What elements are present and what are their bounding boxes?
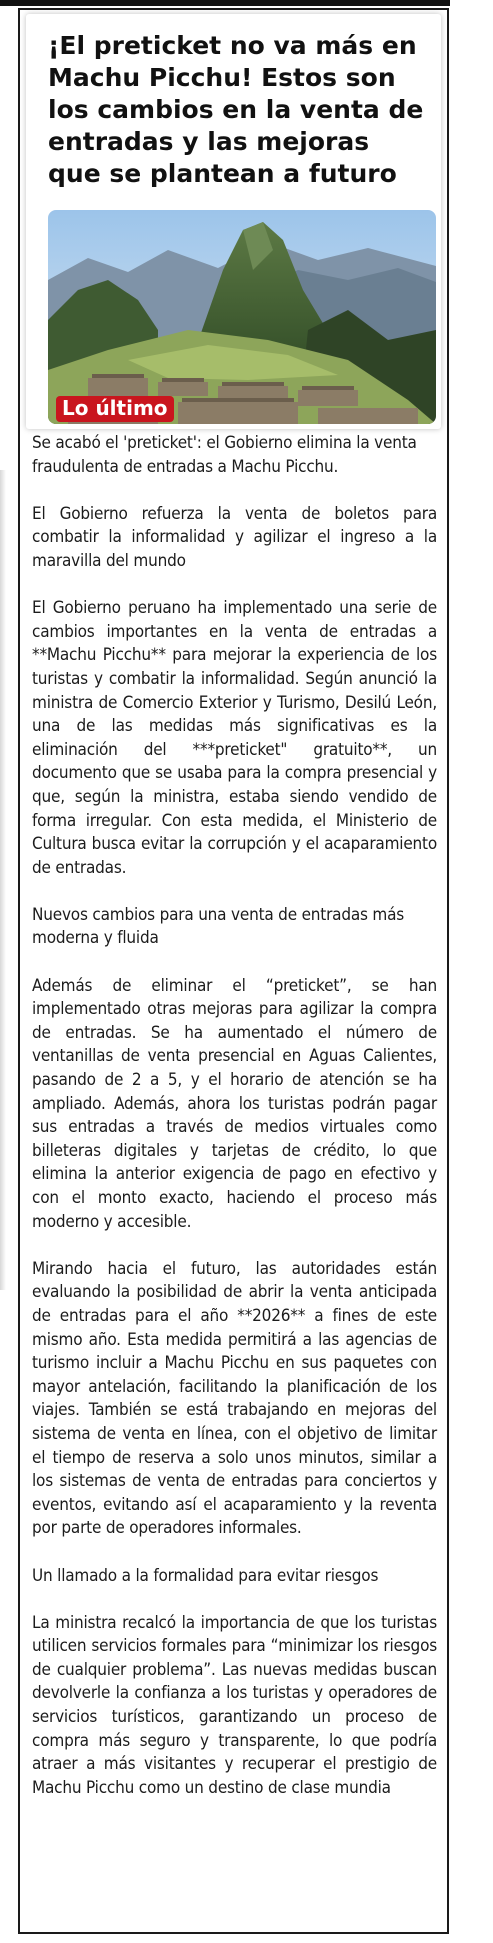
article-paragraph-summary: El Gobierno refuerza la venta de boletos para combatir la informalidad y agilizar el ingreso a la maravilla del mundo	[32, 503, 437, 571]
article-subheading-cambios: Nuevos cambios para una venta de entradas más moderna y fluida	[32, 904, 405, 949]
article-subheading-formalidad: Un llamado a la formalidad para evitar riesgos	[32, 1565, 379, 1586]
article-headline: ¡El preticket no va más en Machu Picchu! Estos son los cambios en la venta de entradas y las mejoras que se plantean a futuro	[48, 31, 424, 188]
article-paragraph-mejoras: Además de eliminar el “preticket”, se han implementado otras mejoras para agilizar la compra de entradas. Se ha aumentado el número de ventanillas de venta presencial en Aguas Calientes, pasando de 2 a 5, y el horario de atención se ha ampliado. Además, ahora los turistas podrán pagar sus entradas a través de medios virtuales como billeteras digitales y tarjetas de crédito, lo que elimina la anterior exigencia de pago en efectivo y con el monto exacto, haciendo el proceso más moderno y accesible.	[32, 975, 437, 1232]
article-body	[32, 432, 437, 1824]
article-paragraph-futuro: Mirando hacia el futuro, las autoridades están evaluando la posibilidad de abrir la venta anticipada de entradas para el año **2026** a fines de este mismo año. Esta medida permitirá a las agencias de turismo incluir a Machu Picchu en sus paquetes con mayor antelación, facilitando la planificación de los viajes. También se está trabajando en mejoras del sistema de venta en línea, con el objetivo de limitar el tiempo de reserva a solo unos minutos, similar a los sistemas de venta de entradas para conciertos y eventos, evitando así el acaparamiento y la reventa por parte de operadores informales.	[32, 1258, 437, 1539]
article-paragraph-lead: Se acabó el 'preticket': el Gobierno elimina la venta fraudulenta de entradas a Machu Picchu.	[32, 433, 417, 477]
hero-image	[48, 210, 436, 424]
headline-card	[26, 14, 441, 429]
machu-picchu-photo	[48, 210, 436, 424]
top-edge-bar	[0, 0, 450, 6]
left-edge-shadow	[0, 470, 6, 1290]
article-paragraph-main: El Gobierno peruano ha implementado una serie de cambios importantes en la venta de entradas a **Machu Picchu** para mejorar la experiencia de los turistas y combatir la informalidad. Según anunció la ministra de Comercio Exterior y Turismo, Desilú León, una de las medidas más significativas es la eliminación del ***preticket" gratuito**, un documento que se usaba para la compra presencial y que, según la ministra, estaba siendo vendido de forma irregular. Con esta medida, el Ministerio de Cultura busca evitar la corrupción y el acaparamiento de entradas.	[32, 598, 437, 878]
lo-ultimo-badge: Lo último	[56, 396, 174, 422]
article-frame	[18, 8, 449, 1934]
article-paragraph-ministra: La ministra recalcó la importancia de que los turistas utilicen servicios formales para “minimizar los riesgos de cualquier problema”. Las nuevas medidas buscan devolverle la confianza a los turistas y operadores de servicios turísticos, garantizando un proceso de compra más seguro y transparente, lo que podría atraer a más visitantes y recuperar el prestigio de Machu Picchu como un destino de clase mundia	[32, 1612, 437, 1798]
